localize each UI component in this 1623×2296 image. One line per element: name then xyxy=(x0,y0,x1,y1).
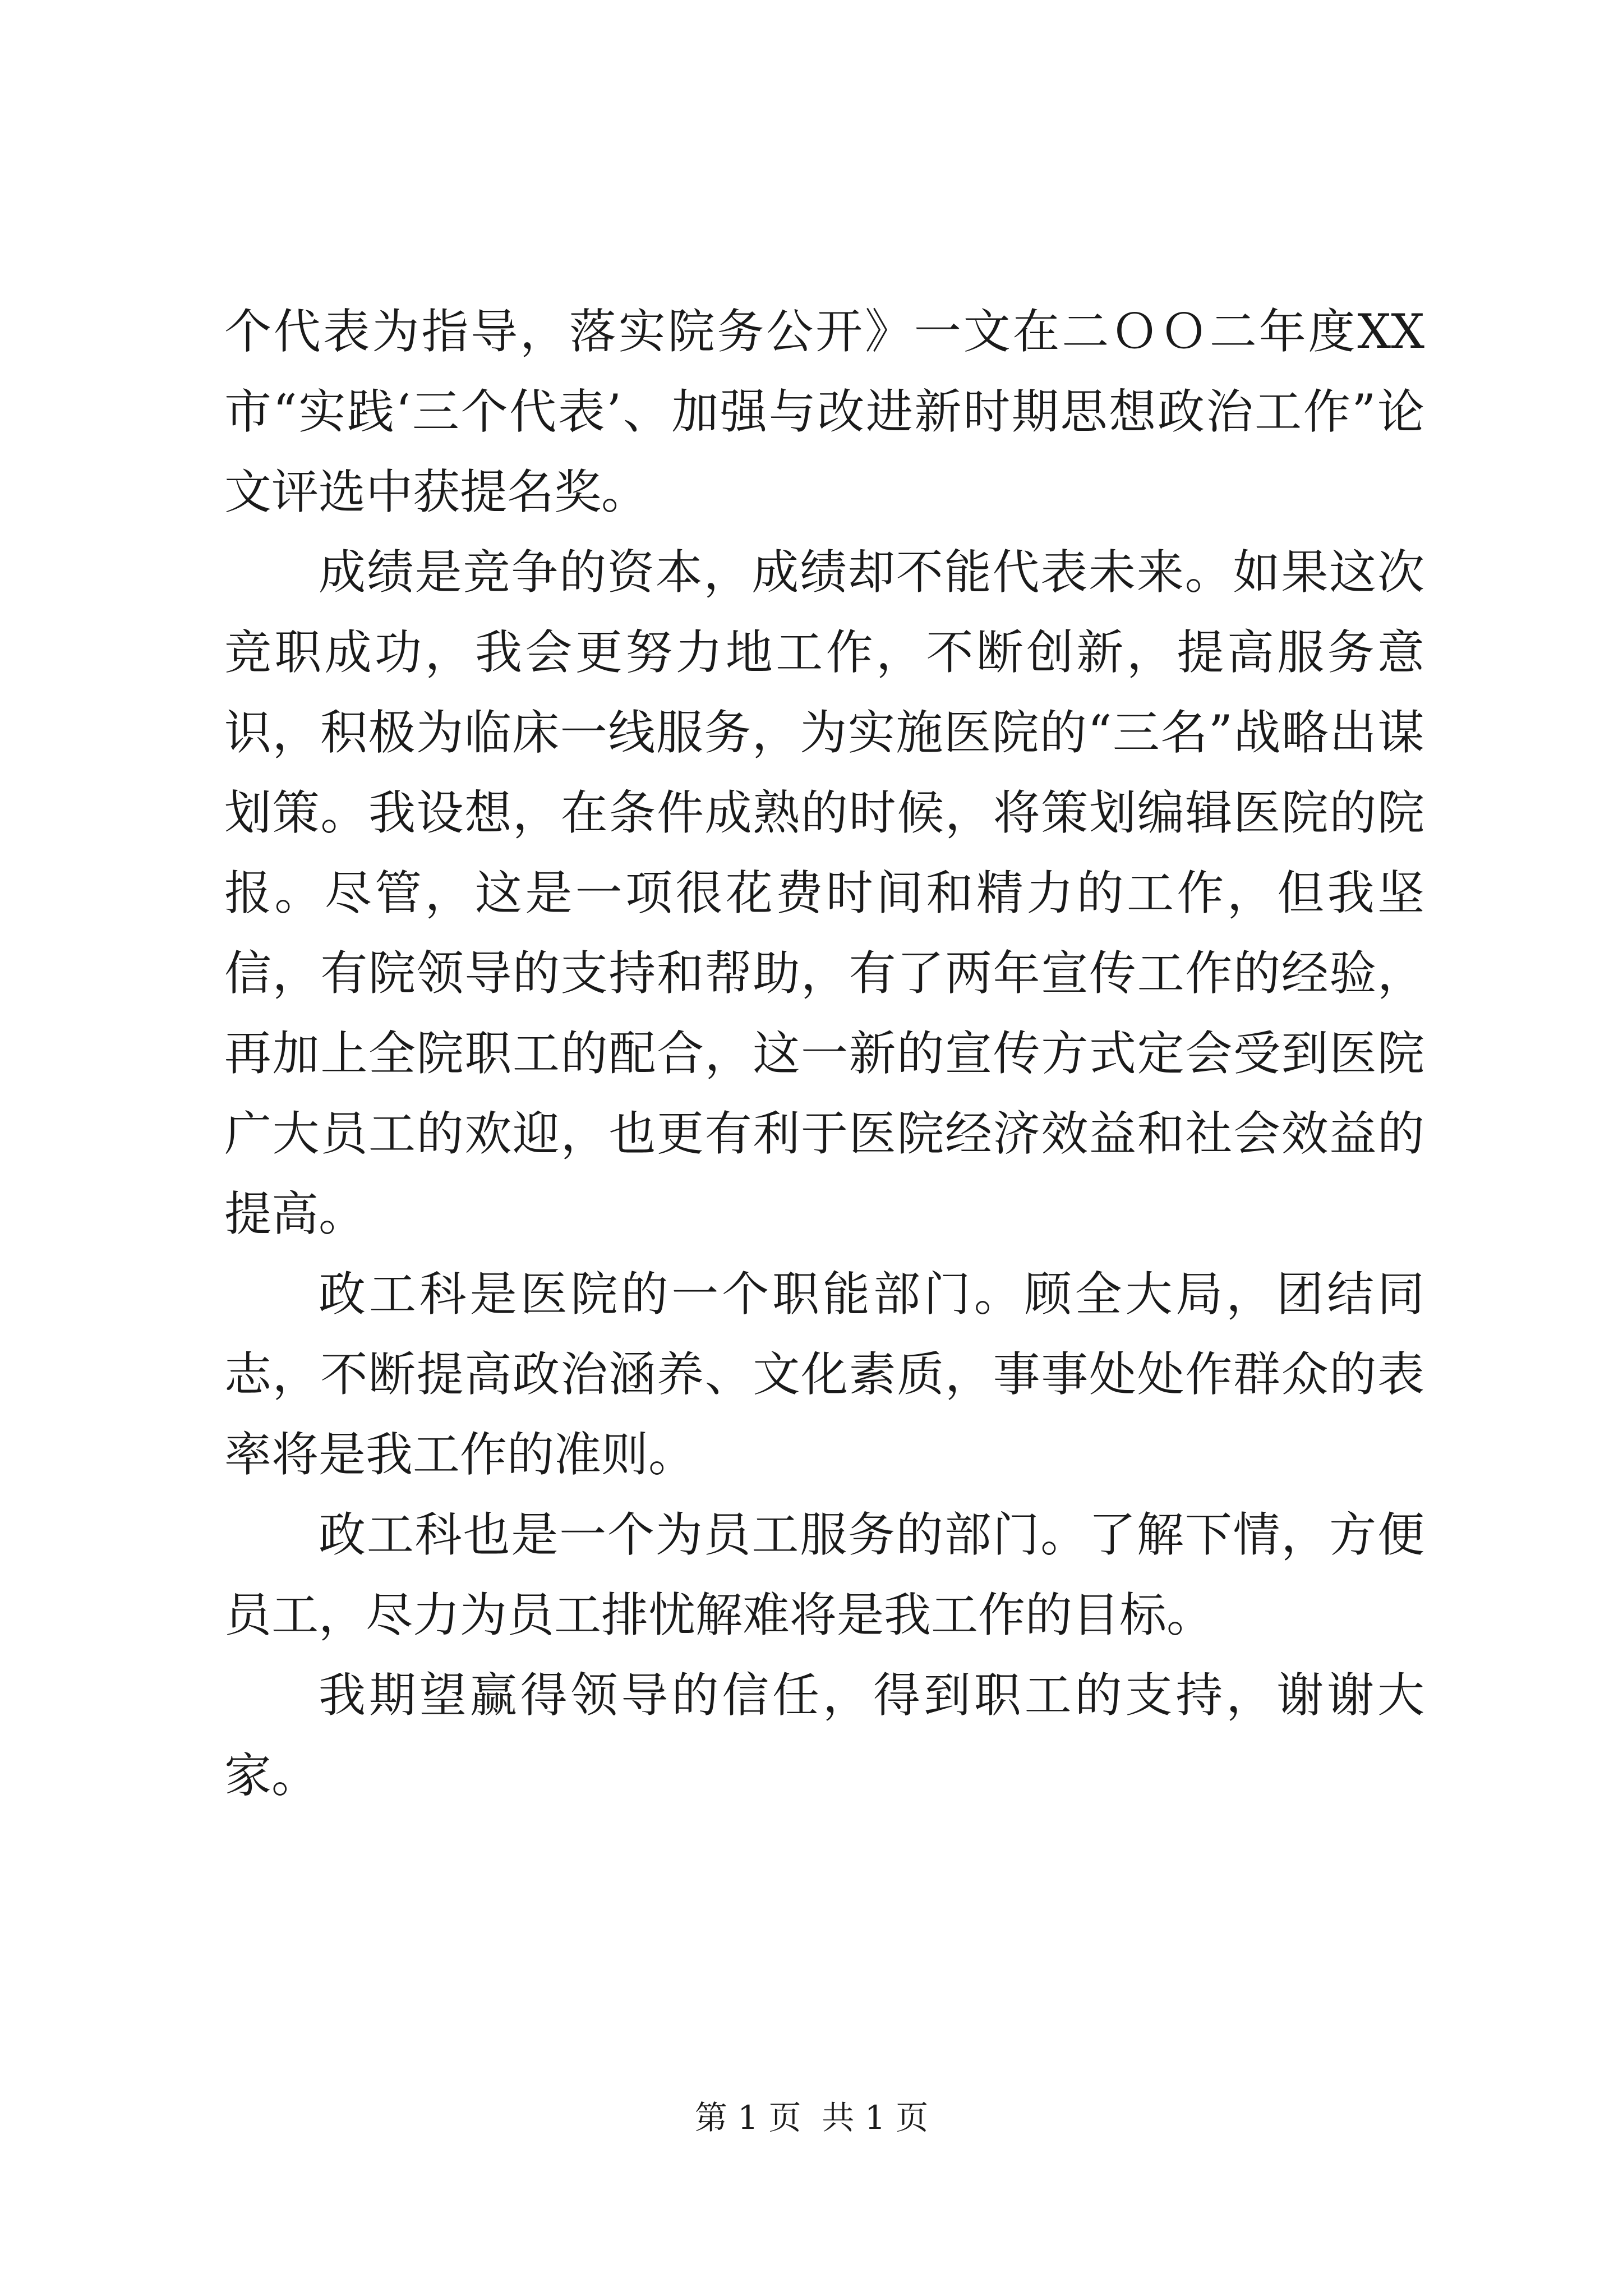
paragraph-4: 政工科也是一个为员工服务的部门。了解下情，方便员工，尽力为员工排忧解难将是我工作的目标。 xyxy=(224,1507,1424,1642)
page-number-label: 第 1 页 共 1 页 xyxy=(694,2099,929,2137)
paragraph-1: 个代表为指导，落实院务公开》一文在二ＯＯ二年度XX市“实践‘三个代表’、加强与改进新时期思想政治工作”论文评选中获提名奖。 xyxy=(224,304,1424,519)
paragraph-2: 成绩是竞争的资本，成绩却不能代表未来。如果这次竞职成功，我会更努力地工作，不断创新，提高服务意识，积极为临床一线服务，为实施医院的“三名”战略出谋划策。我设想，在条件成熟的时候，将策划编辑医院的院报。尽管，这是一项很花费时间和精力的工作，但我坚信，有院领导的支持和帮助，有了两年宣传工作的经验，再加上全院职工的配合，这一新的宣传方式定会受到医院广大员工的欢迎，也更有利于医院经济效益和社会效益的提高。 xyxy=(224,545,1424,1241)
paragraph-5: 我期望赢得领导的信任，得到职工的支持，谢谢大家。 xyxy=(224,1668,1424,1803)
paragraph-3: 政工科是医院的一个职能部门。顾全大局，团结同志，不断提高政治涵养、文化素质，事事处处作群众的表率将是我工作的准则。 xyxy=(224,1267,1424,1482)
document-body xyxy=(224,292,1424,1816)
page-footer xyxy=(0,2095,1623,2140)
